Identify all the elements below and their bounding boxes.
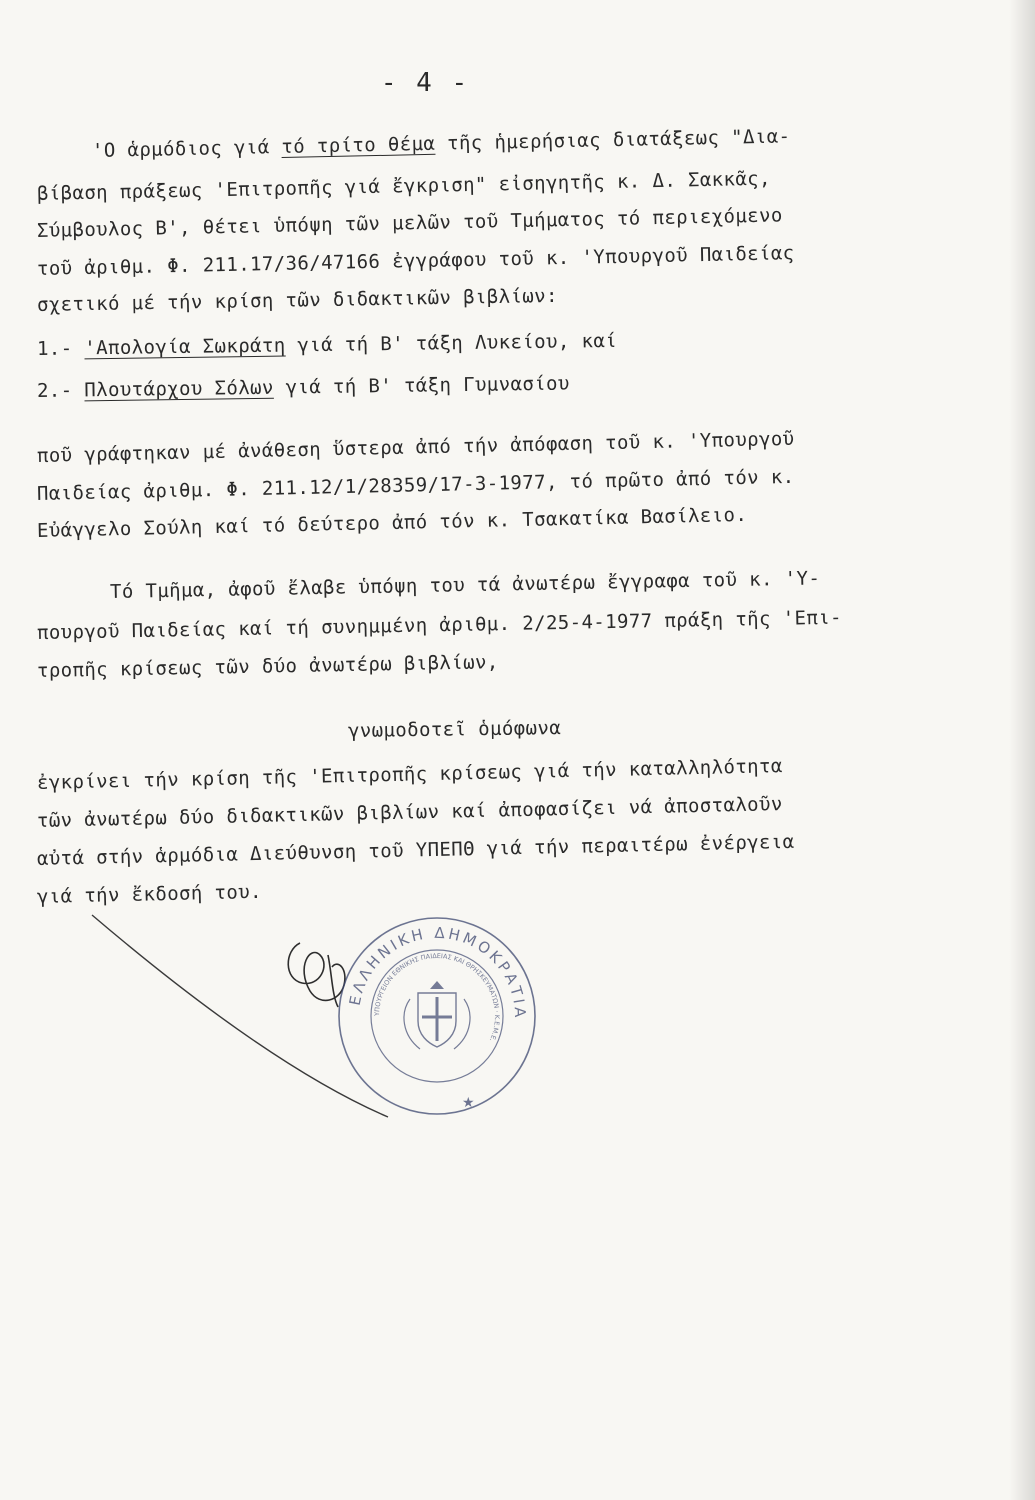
paragraph-4-line-3: αὐτά στήν ἁρμόδια Διεύθυνση τοῦ ΥΠΕΠΘ γιά τήν περαιτέρω ἐνέργεια — [36, 830, 795, 870]
opinion-heading: γνωμοδοτεῖ ὁμόφωνα — [347, 717, 562, 742]
stamp-star-icon: ★ — [462, 1095, 475, 1111]
paragraph-1-line-1-end: τῆς ἡμερήσιας διατάξεως "Δια- — [435, 125, 791, 155]
paragraph-1-line-1-start: 'Ο ἁρμόδιος γιά — [91, 136, 282, 162]
paragraph-3-line-2: πουργοῦ Παιδείας καί τή συνημμένη ἀριθμ. 2/25-4-1977 πράξη τῆς 'Επι- — [36, 606, 843, 644]
list-item-2-number: 2.- — [36, 379, 85, 402]
paragraph-3-line-3: τροπῆς κρίσεως τῶν δύο ἀνωτέρω βιβλίων, — [36, 651, 499, 682]
page-edge-shadow — [1009, 0, 1035, 1500]
paragraph-1-line-5: σχετικό μέ τήν κρίση τῶν διδακτικῶν βιβλίων: — [36, 284, 559, 316]
list-item-2-title: Πλουτάρχου Σόλων — [84, 376, 274, 402]
list-item-1-title: 'Απολογία Σωκράτη — [84, 334, 286, 360]
paragraph-2-line-2: Παιδείας ἀριθμ. Φ. 211.12/1/28359/17-3-1977, τό πρῶτο ἀπό τόν κ. — [36, 465, 795, 505]
third-topic-underlined: τό τρίτο θέμα — [281, 132, 436, 159]
page-number: - 4 - — [380, 68, 470, 98]
paragraph-2-line-1: ποῦ γράφτηκαν μέ ἀνάθεση ὕστερα ἀπό τήν ἀπόφαση τοῦ κ. 'Υπουργοῦ — [36, 427, 795, 467]
list-item-1 — [36, 329, 618, 360]
paragraph-2-line-3: Εὐάγγελο Σούλη καί τό δεύτερο ἀπό τόν κ. Τσακατίκα Βασίλειο. — [36, 503, 748, 542]
coat-of-arms-icon — [404, 981, 470, 1049]
paragraph-3-line-1: Τό Τμῆμα, ἀφοῦ ἔλαβε ὑπόψη του τά ἀνωτέρω ἔγγραφα τοῦ κ. 'Υ- — [109, 567, 821, 603]
paragraph-1-line-1 — [92, 127, 791, 161]
paragraph-1-line-3: Σύμβουλος Β', θέτει ὑπόψη τῶν μελῶν τοῦ Τμήματος τό περιεχόμενο — [36, 204, 783, 242]
list-item-2 — [36, 372, 570, 402]
list-item-1-number: 1.- — [36, 337, 85, 360]
stamp-ring-textpath: ΕΛΛΗΝΙΚΗ ΔΗΜΟΚΡΑΤΙΑ — [345, 923, 530, 1021]
paragraph-4-line-4: γιά τήν ἔκδοσή του. — [36, 880, 263, 908]
paragraph-4-line-1: ἐγκρίνει τήν κρίση τῆς 'Επιτροπῆς κρίσεως γιά τήν καταλληλότητα — [36, 755, 783, 794]
paragraph-4-line-2: τῶν ἀνωτέρω δύο διδακτικῶν βιβλίων καί ἀποφασίζει νά ἀποσταλοῦν — [36, 793, 783, 832]
stamp-inner-textpath: ΥΠΟΥΡΓΕΙΟΝ ΕΘΝΙΚΗΣ ΠΑΙΔΕΙΑΣ ΚΑΙ ΘΡΗΣΚΕΥΜΑΤΩΝ · Κ.Ε.Μ.Ε. — [372, 951, 502, 1043]
paragraph-1-line-2: βίβαση πράξεως 'Επιτροπῆς γιά ἔγκριση" εἰσηγητῆς κ. Δ. Σακκᾶς, — [36, 167, 772, 205]
paragraph-1-line-4: τοῦ ἀριθμ. Φ. 211.17/36/47166 ἐγγράφου τοῦ κ. 'Υπουργοῦ Παιδείας — [36, 242, 795, 280]
list-item-1-rest: γιά τή Β' τάξη Λυκείου, καί — [285, 329, 618, 357]
official-stamp — [334, 913, 540, 1119]
list-item-2-rest: γιά τή Β' τάξη Γυμνασίου — [273, 372, 570, 399]
